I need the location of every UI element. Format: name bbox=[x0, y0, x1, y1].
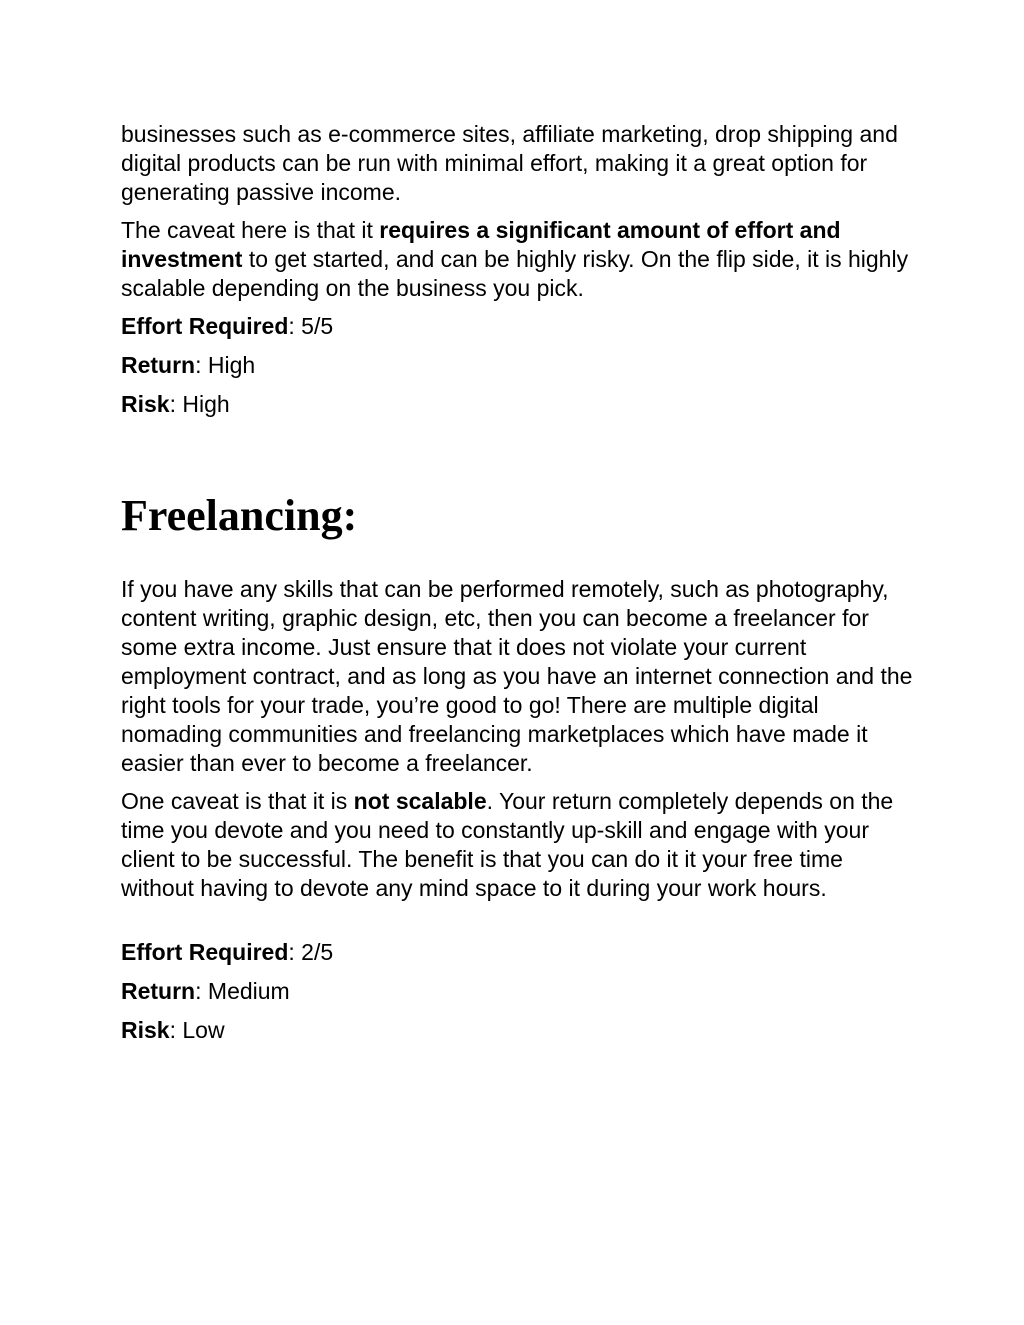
freelancing-paragraph: If you have any skills that can be performed remotely, such as photography, content writing, graphic design, etc, then you can become a freelancer for some extra income. Just ensure that it does not violate your current employment contract, and as long as you have an internet connection and the right tools for your trade, you’re good to go! There are multiple digital nomading communities and freelancing marketplaces which have made it easier than ever to become a freelancer. bbox=[121, 576, 913, 776]
freelancing-return-value: : Medium bbox=[195, 978, 290, 1004]
freelancing-return-label: Return bbox=[121, 978, 196, 1004]
risk-value: : High bbox=[169, 391, 230, 417]
effort-required-label: Effort Required bbox=[121, 313, 289, 339]
effort-required-value: : 5/5 bbox=[288, 313, 334, 339]
freelancing-heading: Freelancing: bbox=[121, 491, 358, 540]
risk-label: Risk bbox=[121, 391, 170, 417]
freelancing-caveat-start: One caveat is that it is bbox=[121, 788, 354, 814]
freelancing-risk-stat bbox=[121, 1016, 921, 1045]
freelancing-risk-value: : Low bbox=[169, 1017, 225, 1043]
document-page bbox=[121, 120, 921, 1055]
effort-required-stat bbox=[121, 312, 921, 341]
freelancing-return-stat bbox=[121, 977, 921, 1006]
return-value: : High bbox=[195, 352, 256, 378]
freelancing-caveat-paragraph bbox=[121, 787, 921, 903]
caveat-text-start: The caveat here is that it bbox=[121, 217, 380, 243]
caveat-text-end: to get started, and can be highly risky. On the flip side, it is highly scalable depending on the business you pick. bbox=[121, 246, 909, 301]
business-caveat-paragraph bbox=[121, 216, 921, 303]
risk-stat bbox=[121, 390, 921, 419]
caveat-bold-text: requires a significant amount of effort and investment bbox=[121, 217, 841, 272]
freelancing-risk-label: Risk bbox=[121, 1017, 170, 1043]
freelancing-effort-label: Effort Required bbox=[121, 939, 289, 965]
return-label: Return bbox=[121, 352, 196, 378]
freelancing-caveat-bold: not scalable bbox=[353, 788, 487, 814]
return-stat bbox=[121, 351, 921, 380]
freelancing-caveat-end: . Your return completely depends on the time you devote and you need to constantly up-skill and engage with your client to be successful. The benefit is that you can do it it your free time without having to devote any mind space to it during your work hours. bbox=[121, 788, 894, 901]
freelancing-effort-stat bbox=[121, 938, 921, 967]
freelancing-effort-value: : 2/5 bbox=[288, 939, 334, 965]
business-paragraph: businesses such as e-commerce sites, affiliate marketing, drop shipping and digital products can be run with minimal effort, making it a great option for generating passive income. bbox=[121, 121, 898, 205]
